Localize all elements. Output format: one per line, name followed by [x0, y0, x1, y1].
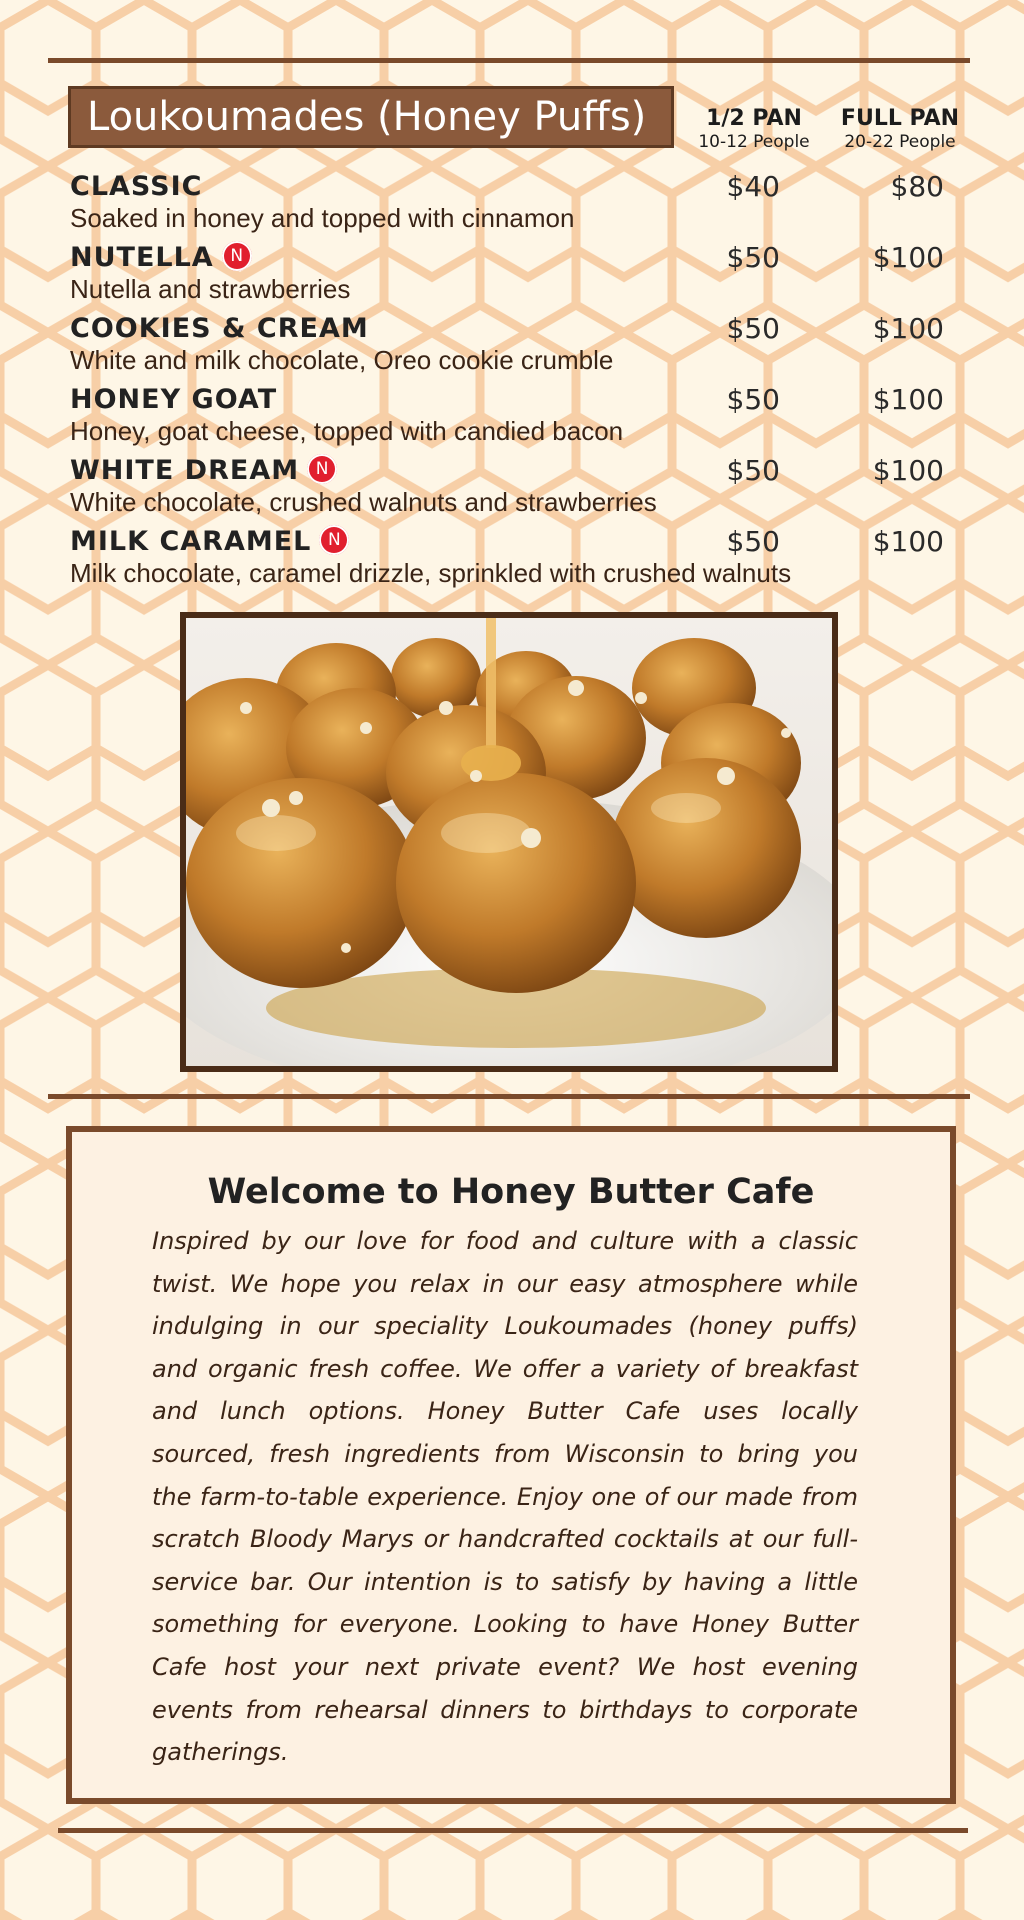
price-full-pan: $100 [872, 383, 944, 416]
bottom-divider [58, 1828, 968, 1833]
column-full-pan-heading: FULL PAN [840, 106, 960, 131]
column-half-pan-heading: 1/2 PAN [706, 106, 802, 131]
menu-item-name-text: MILK CARAMEL [70, 526, 312, 557]
menu-item-description: Honey, goat cheese, topped with candied bacon [70, 416, 624, 446]
menu-item-name [70, 526, 349, 558]
honey-puffs-photo [180, 612, 838, 1072]
price-full-pan: $100 [872, 241, 944, 274]
price-half-pan: $50 [726, 454, 780, 487]
price-half-pan: $40 [726, 170, 780, 203]
price-full-pan: $100 [872, 454, 944, 487]
menu-item-name-text: HONEY GOAT [70, 384, 278, 415]
menu-item-name [70, 242, 252, 274]
menu-item-description: White chocolate, crushed walnuts and strawberries [70, 487, 657, 517]
price-half-pan: $50 [726, 383, 780, 416]
menu-item-name [70, 455, 337, 487]
menu-item-name-text: CLASSIC [70, 171, 203, 202]
column-full-pan [830, 106, 970, 152]
middle-divider [48, 1094, 970, 1099]
price-half-pan: $50 [726, 525, 780, 558]
menu-item-description: Soaked in honey and topped with cinnamon [70, 203, 575, 233]
price-half-pan: $50 [726, 241, 780, 274]
nut-allergen-icon: N [307, 454, 337, 484]
top-divider [48, 58, 970, 63]
column-half-pan-serves: 10-12 People [698, 132, 810, 152]
honey-puffs-illustration [186, 618, 832, 1066]
welcome-section [66, 1126, 956, 1804]
price-full-pan: $100 [872, 525, 944, 558]
nut-allergen-icon: N [222, 241, 252, 271]
menu-item-name-text: WHITE DREAM [70, 455, 300, 486]
welcome-title: Welcome to Honey Butter Cafe [207, 1172, 815, 1212]
column-half-pan [684, 106, 824, 152]
column-full-pan-serves: 20-22 People [844, 132, 956, 152]
price-half-pan: $50 [726, 312, 780, 345]
menu-item-name [70, 384, 277, 416]
menu-title: Loukoumades (Honey Puffs) [68, 86, 674, 148]
menu-item-description: Nutella and strawberries [70, 274, 351, 304]
welcome-text: Inspired by our love for food and culture with a classic twist. We hope you relax in our easy atmosphere while indulging in our speciality Loukoumades (honey puffs) and organic fresh coffee. We offer a variety of breakfast and lunch options. Honey Butter Cafe uses locally sourced, fresh ingredients from Wisconsin to bring you the farm-to-table experience. Enjoy one of our made from scratch Bloody Marys or handcrafted cocktails at our full-service bar. Our intention is to satisfy by having a little something for everyone. Looking to have Honey Butter Cafe host your next private event? We host evening events from rehearsal dinners to birthdays to corporate gatherings. [152, 1227, 858, 1767]
menu-item-name [70, 171, 202, 203]
menu-item-name-text: NUTELLA [70, 242, 214, 273]
price-full-pan: $80 [890, 170, 944, 203]
menu-item-description: White and milk chocolate, Oreo cookie crumble [70, 345, 614, 375]
menu-item-name-text: COOKIES & CREAM [70, 313, 369, 344]
menu-item-description: Milk chocolate, caramel drizzle, sprinkled with crushed walnuts [70, 558, 792, 588]
price-full-pan: $100 [872, 312, 944, 345]
menu-item-name [70, 313, 369, 345]
nut-allergen-icon: N [319, 525, 349, 555]
